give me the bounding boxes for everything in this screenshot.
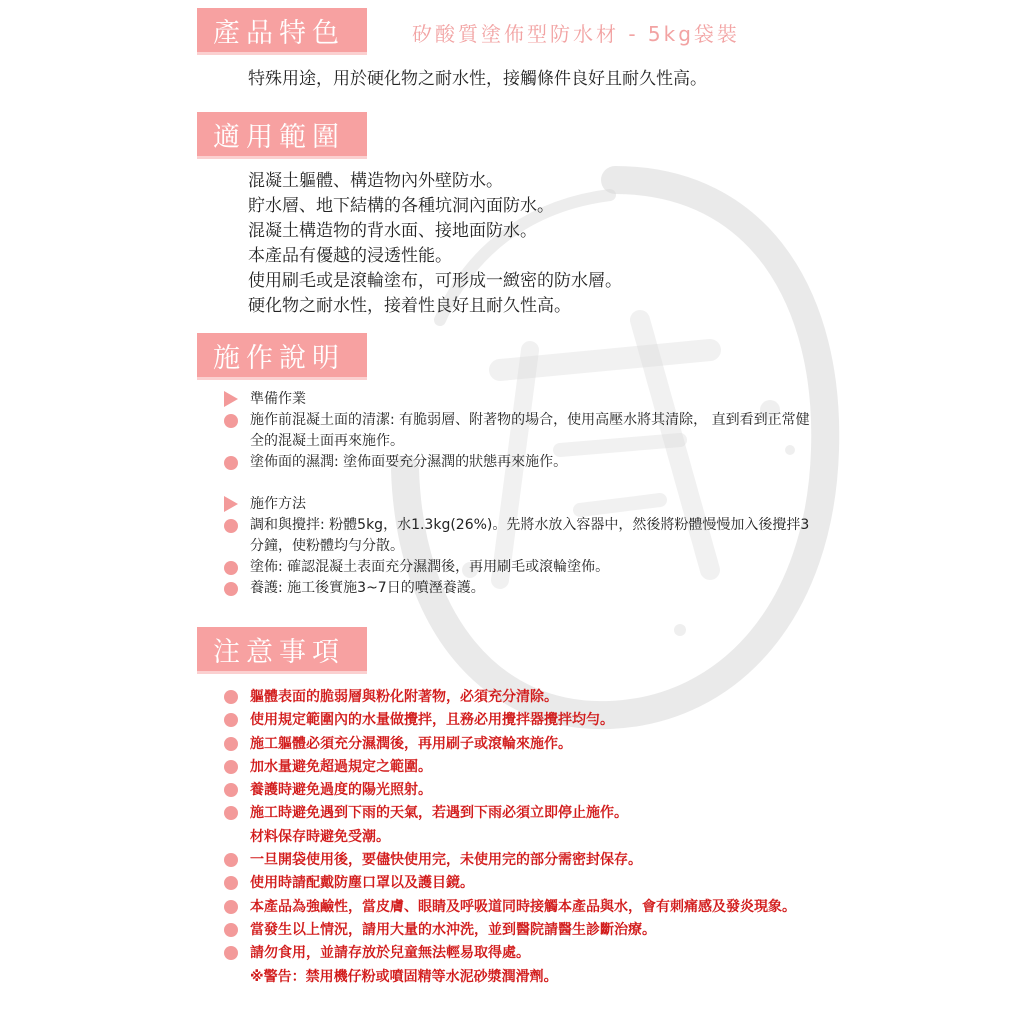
bullet-icon: [224, 806, 238, 820]
note-item: 使用規定範圍內的水量做攪拌，且務必用攪拌器攪拌均勻。: [224, 709, 810, 732]
scope-line: 本產品有優越的浸透性能。: [248, 246, 452, 266]
note-item: 施工時避免遇到下雨的天氣，若遇到下雨必須立即停止施作。: [224, 802, 810, 825]
note-item: 當發生以上情況，請用大量的水沖洗，並到醫院請醫生診斷治療。: [224, 919, 810, 942]
scope-line: 硬化物之耐水性，接着性良好且耐久性高。: [248, 296, 571, 316]
method-list: [224, 389, 810, 599]
bullet-icon: [224, 853, 238, 867]
triangle-icon: [224, 496, 238, 512]
bullet-icon: [224, 582, 238, 596]
features-text: 特殊用途，用於硬化物之耐水性，接觸條件良好且耐久性高。: [248, 69, 707, 89]
note-item: 使用時請配戴防塵口罩以及護目鏡。: [224, 872, 810, 895]
notes-list: [224, 686, 810, 989]
apply-heading: 施作方法: [224, 494, 810, 515]
bullet-icon: [224, 900, 238, 914]
note-item: 軀體表面的脆弱層與粉化附著物，必須充分清除。: [224, 686, 810, 709]
section-title-scope: 適用範圍: [197, 112, 367, 156]
product-subtitle: 矽酸質塗佈型防水材 - 5kg袋裝: [412, 22, 740, 46]
bullet-icon: [224, 519, 238, 533]
bullet-icon: [224, 737, 238, 751]
note-storage: 材料保存時避免受潮。: [250, 828, 390, 845]
prep-item: 施作前混凝土面的清潔: 有脆弱層、附著物的場合，使用高壓水將其清除， 直到看到正常健全的混凝土面再來施作。: [224, 410, 810, 452]
bullet-icon: [224, 414, 238, 428]
section-title-notes: 注意事項: [197, 627, 367, 671]
note-item: 本產品為強鹼性，當皮膚、眼睛及呼吸道同時接觸本產品與水，會有刺痛感及發炎現象。: [224, 896, 810, 919]
note-warning: ※警告：禁用機仔粉或噴固精等水泥砂漿潤滑劑。: [250, 968, 558, 985]
apply-item: 調和與攪拌: 粉體5kg，水1.3kg(26%)。先將水放入容器中，然後將粉體慢慢加入後攪拌3分鐘，使粉體均勻分散。: [224, 515, 810, 557]
note-item: 養護時避免過度的陽光照射。: [224, 779, 810, 802]
scope-line: 混凝土軀體、構造物內外壁防水。: [248, 171, 503, 191]
bullet-icon: [224, 760, 238, 774]
bullet-icon: [224, 783, 238, 797]
section-title-features: 產品特色: [197, 8, 367, 52]
prep-item: 塗佈面的濕潤: 塗佈面要充分濕潤的狀態再來施作。: [224, 452, 810, 473]
bullet-icon: [224, 713, 238, 727]
apply-item: 塗佈: 確認混凝土表面充分濕潤後，再用刷毛或滾輪塗佈。: [224, 557, 810, 578]
features-text-block: [248, 67, 707, 92]
note-item: 施工軀體必須充分濕潤後，再用刷子或滾輪來施作。: [224, 733, 810, 756]
triangle-icon: [224, 391, 238, 407]
scope-line: 貯水層、地下結構的各種坑洞內面防水。: [248, 196, 554, 216]
scope-line: 使用刷毛或是滾輪塗布，可形成一緻密的防水層。: [248, 271, 622, 291]
bullet-icon: [224, 923, 238, 937]
bullet-icon: [224, 946, 238, 960]
note-item: 請勿食用，並請存放於兒童無法輕易取得處。: [224, 942, 810, 965]
note-item: 一旦開袋使用後，要儘快使用完，未使用完的部分需密封保存。: [224, 849, 810, 872]
bullet-icon: [224, 690, 238, 704]
scope-line: 混凝土構造物的背水面、接地面防水。: [248, 221, 537, 241]
bullet-icon: [224, 876, 238, 890]
apply-item: 養護: 施工後實施3~7日的噴溼養護。: [224, 578, 810, 599]
bullet-icon: [224, 456, 238, 470]
bullet-icon: [224, 561, 238, 575]
prep-heading: 準備作業: [224, 389, 810, 410]
scope-list: [248, 169, 622, 319]
note-item: 加水量避免超過規定之範圍。: [224, 756, 810, 779]
section-title-method: 施作說明: [197, 333, 367, 377]
